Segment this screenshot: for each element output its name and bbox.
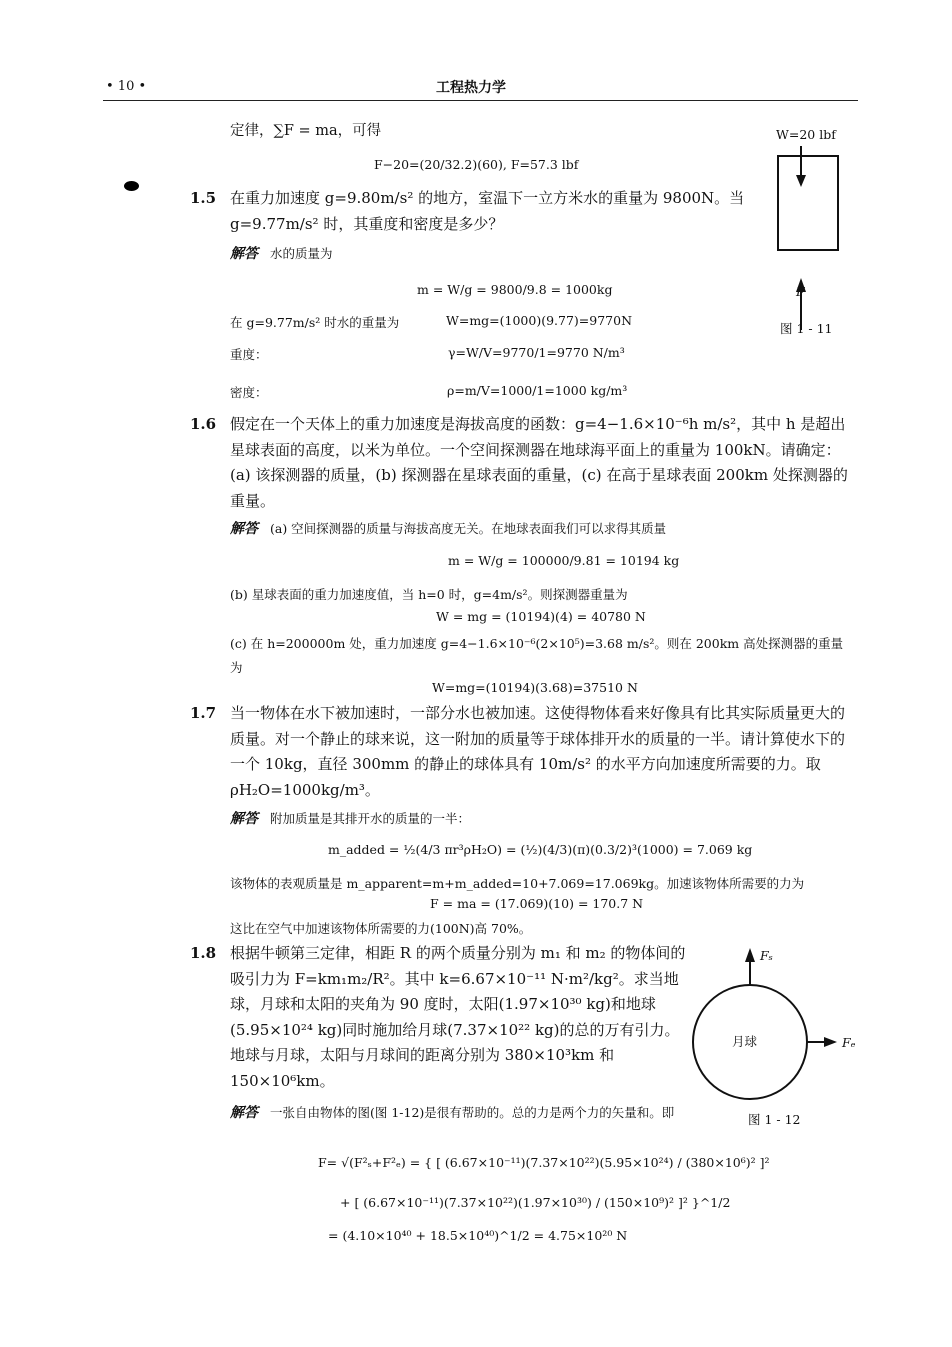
earth-force-label: Fₑ xyxy=(842,1035,856,1050)
figure-caption: 图 1 - 12 xyxy=(748,1112,801,1127)
block-rect xyxy=(778,156,838,250)
solution-part-a: (a) 空间探测器的质量与海拔高度无关。在地球表面我们可以求得其质量 xyxy=(270,521,667,536)
problem-text: 假定在一个天体上的重力加速度是海拔高度的函数：g=4−1.6×10⁻⁶h m/s²，其中 h 是超出星球表面的高度，以米为单位。一个空间探测器在地球海平面上的重量为 100kN。请确定：(a) 该探测器的质量，(b) 探测器在星球表面的重量，(c) 在高于星球表面 200km 处探测器的重量。 xyxy=(230,415,848,510)
problem-text: 根据牛顿第三定律，相距 R 的两个质量分别为 m₁ 和 m₂ 的物体间的吸引力为 F=km₁m₂/R²。其中 k=6.67×10⁻¹¹ N·m²/kg²。求当地球，月球和太阳的夹角为 90 度时，太阳(1.97×10³⁰ kg)和地球(5.95×10²⁴ kg)同时施加给月球(7.37×10²² kg)的总的万有引力。地球与月球，太阳与月球间的距离分别为 380×10³km 和 150×10⁶km。 xyxy=(230,944,686,1090)
solution-text: 一张自由物体的图(图 1-12)是很有帮助的。总的力是两个力的矢量和。即 xyxy=(270,1105,675,1120)
equation-weight: W=mg=(1000)(9.77)=9770N xyxy=(446,313,633,328)
comparison-line: 这比在空气中加速该物体所需要的力(100N)高 70%。 xyxy=(230,921,532,936)
solution-intro: 附加质量是其排开水的质量的一半： xyxy=(270,811,471,826)
figure-1-12 xyxy=(690,940,860,1125)
free-body-diagram xyxy=(765,120,860,440)
earth-force-arrowhead xyxy=(824,1037,837,1047)
solution-label: 解答 xyxy=(230,1105,258,1121)
figure-1-11 xyxy=(765,120,860,440)
equation-mass: m = W/g = 9800/9.8 = 1000kg xyxy=(417,282,613,297)
equation-c: W=mg=(10194)(3.68)=37510 N xyxy=(432,680,638,695)
weight-label: W=20 lbf xyxy=(776,127,836,142)
equation-added-mass: m_added = ½(4/3 πr³ρH₂O) = (½)(4/3)(π)(0.3/2)³(1000) = 7.069 kg xyxy=(328,842,753,857)
figure-caption: 图 1 - 11 xyxy=(780,321,833,336)
apparent-mass-line: 该物体的表观质量是 m_apparent=m+m_added=10+7.069=17.069kg。加速该物体所需要的力为 xyxy=(230,876,805,891)
equation-a: m = W/g = 100000/9.81 = 10194 kg xyxy=(448,553,680,568)
header-rule xyxy=(103,100,858,101)
equation-b: W = mg = (10194)(4) = 40780 N xyxy=(436,609,646,624)
moon-label: 月球 xyxy=(732,1034,758,1049)
problem-text: 当一物体在水下被加速时，一部分水也被加速。这使得物体看来好像具有比其实际质量更大的质量。对一个静止的球来说，这一附加的质量等于球体排开水的质量的一半。请计算使水下的一个 10kg，直径 300mm 的静止的球体具有 10m/s² 的水平方向加速度所需要的力。取 ρH₂O=1000kg/m³。 xyxy=(230,704,846,799)
solution-label: 解答 xyxy=(230,521,258,537)
equation-line-1: F= √(F²ₛ+F²ₑ) = { [ (6.67×10⁻¹¹)(7.37×10²²)(5.95×10²⁴) / (380×10⁶)² ]² xyxy=(318,1155,770,1170)
intro-line: 定律，∑F = ma，可得 xyxy=(230,123,382,139)
equation-force: F = ma = (17.069)(10) = 170.7 N xyxy=(430,896,644,911)
solution-line xyxy=(230,1100,700,1126)
moon-force-diagram xyxy=(690,940,860,1125)
solution-line xyxy=(230,243,333,265)
solution-intro: 水的质量为 xyxy=(270,246,333,261)
equation-specific-weight: γ=W/V=9770/1=9770 N/m³ xyxy=(448,345,625,360)
running-title: 工程热力学 xyxy=(436,80,506,96)
sun-force-arrowhead xyxy=(745,948,755,962)
weight-line-label: 在 g=9.77m/s² 时水的重量为 xyxy=(230,315,400,330)
equation-line-3: = (4.10×10⁴⁰ + 18.5×10⁴⁰)^1/2 = 4.75×10²⁰ N xyxy=(328,1228,628,1243)
problem-number: 1.7 xyxy=(190,704,217,722)
problem-number: 1.6 xyxy=(190,415,217,433)
intro-equation: F−20=(20/32.2)(60), F=57.3 lbf xyxy=(374,157,579,172)
force-label: F xyxy=(796,284,805,299)
problem-text: 在重力加速度 g=9.80m/s² 的地方，室温下一立方米水的重量为 9800N。当 g=9.77m/s² 时，其重度和密度是多少？ xyxy=(230,189,745,233)
specific-weight-label: 重度： xyxy=(230,347,268,362)
solution-line xyxy=(230,808,470,830)
density-label: 密度： xyxy=(230,385,268,400)
sun-force-label: Fₛ xyxy=(760,948,773,963)
solution-label: 解答 xyxy=(230,246,258,262)
page-number: • 10 • xyxy=(106,79,147,94)
problem-number: 1.8 xyxy=(190,944,217,962)
weight-arrowhead xyxy=(796,175,806,187)
solution-label: 解答 xyxy=(230,811,258,827)
equation-density: ρ=m/V=1000/1=1000 kg/m³ xyxy=(447,383,628,398)
solution-line xyxy=(230,518,666,540)
problem-number: 1.5 xyxy=(190,189,217,207)
margin-dot xyxy=(124,181,139,191)
solution-part-c: (c) 在 h=200000m 处，重力加速度 g=4−1.6×10⁻⁶(2×10⁵)=3.68 m/s²。则在 200km 高处探测器的重量为 xyxy=(230,636,844,675)
solution-part-b: (b) 星球表面的重力加速度值，当 h=0 时，g=4m/s²。则探测器重量为 xyxy=(230,587,628,602)
equation-line-2: + [ (6.67×10⁻¹¹)(7.37×10²²)(1.97×10³⁰) / (150×10⁹)² ]² }^1/2 xyxy=(340,1195,731,1210)
